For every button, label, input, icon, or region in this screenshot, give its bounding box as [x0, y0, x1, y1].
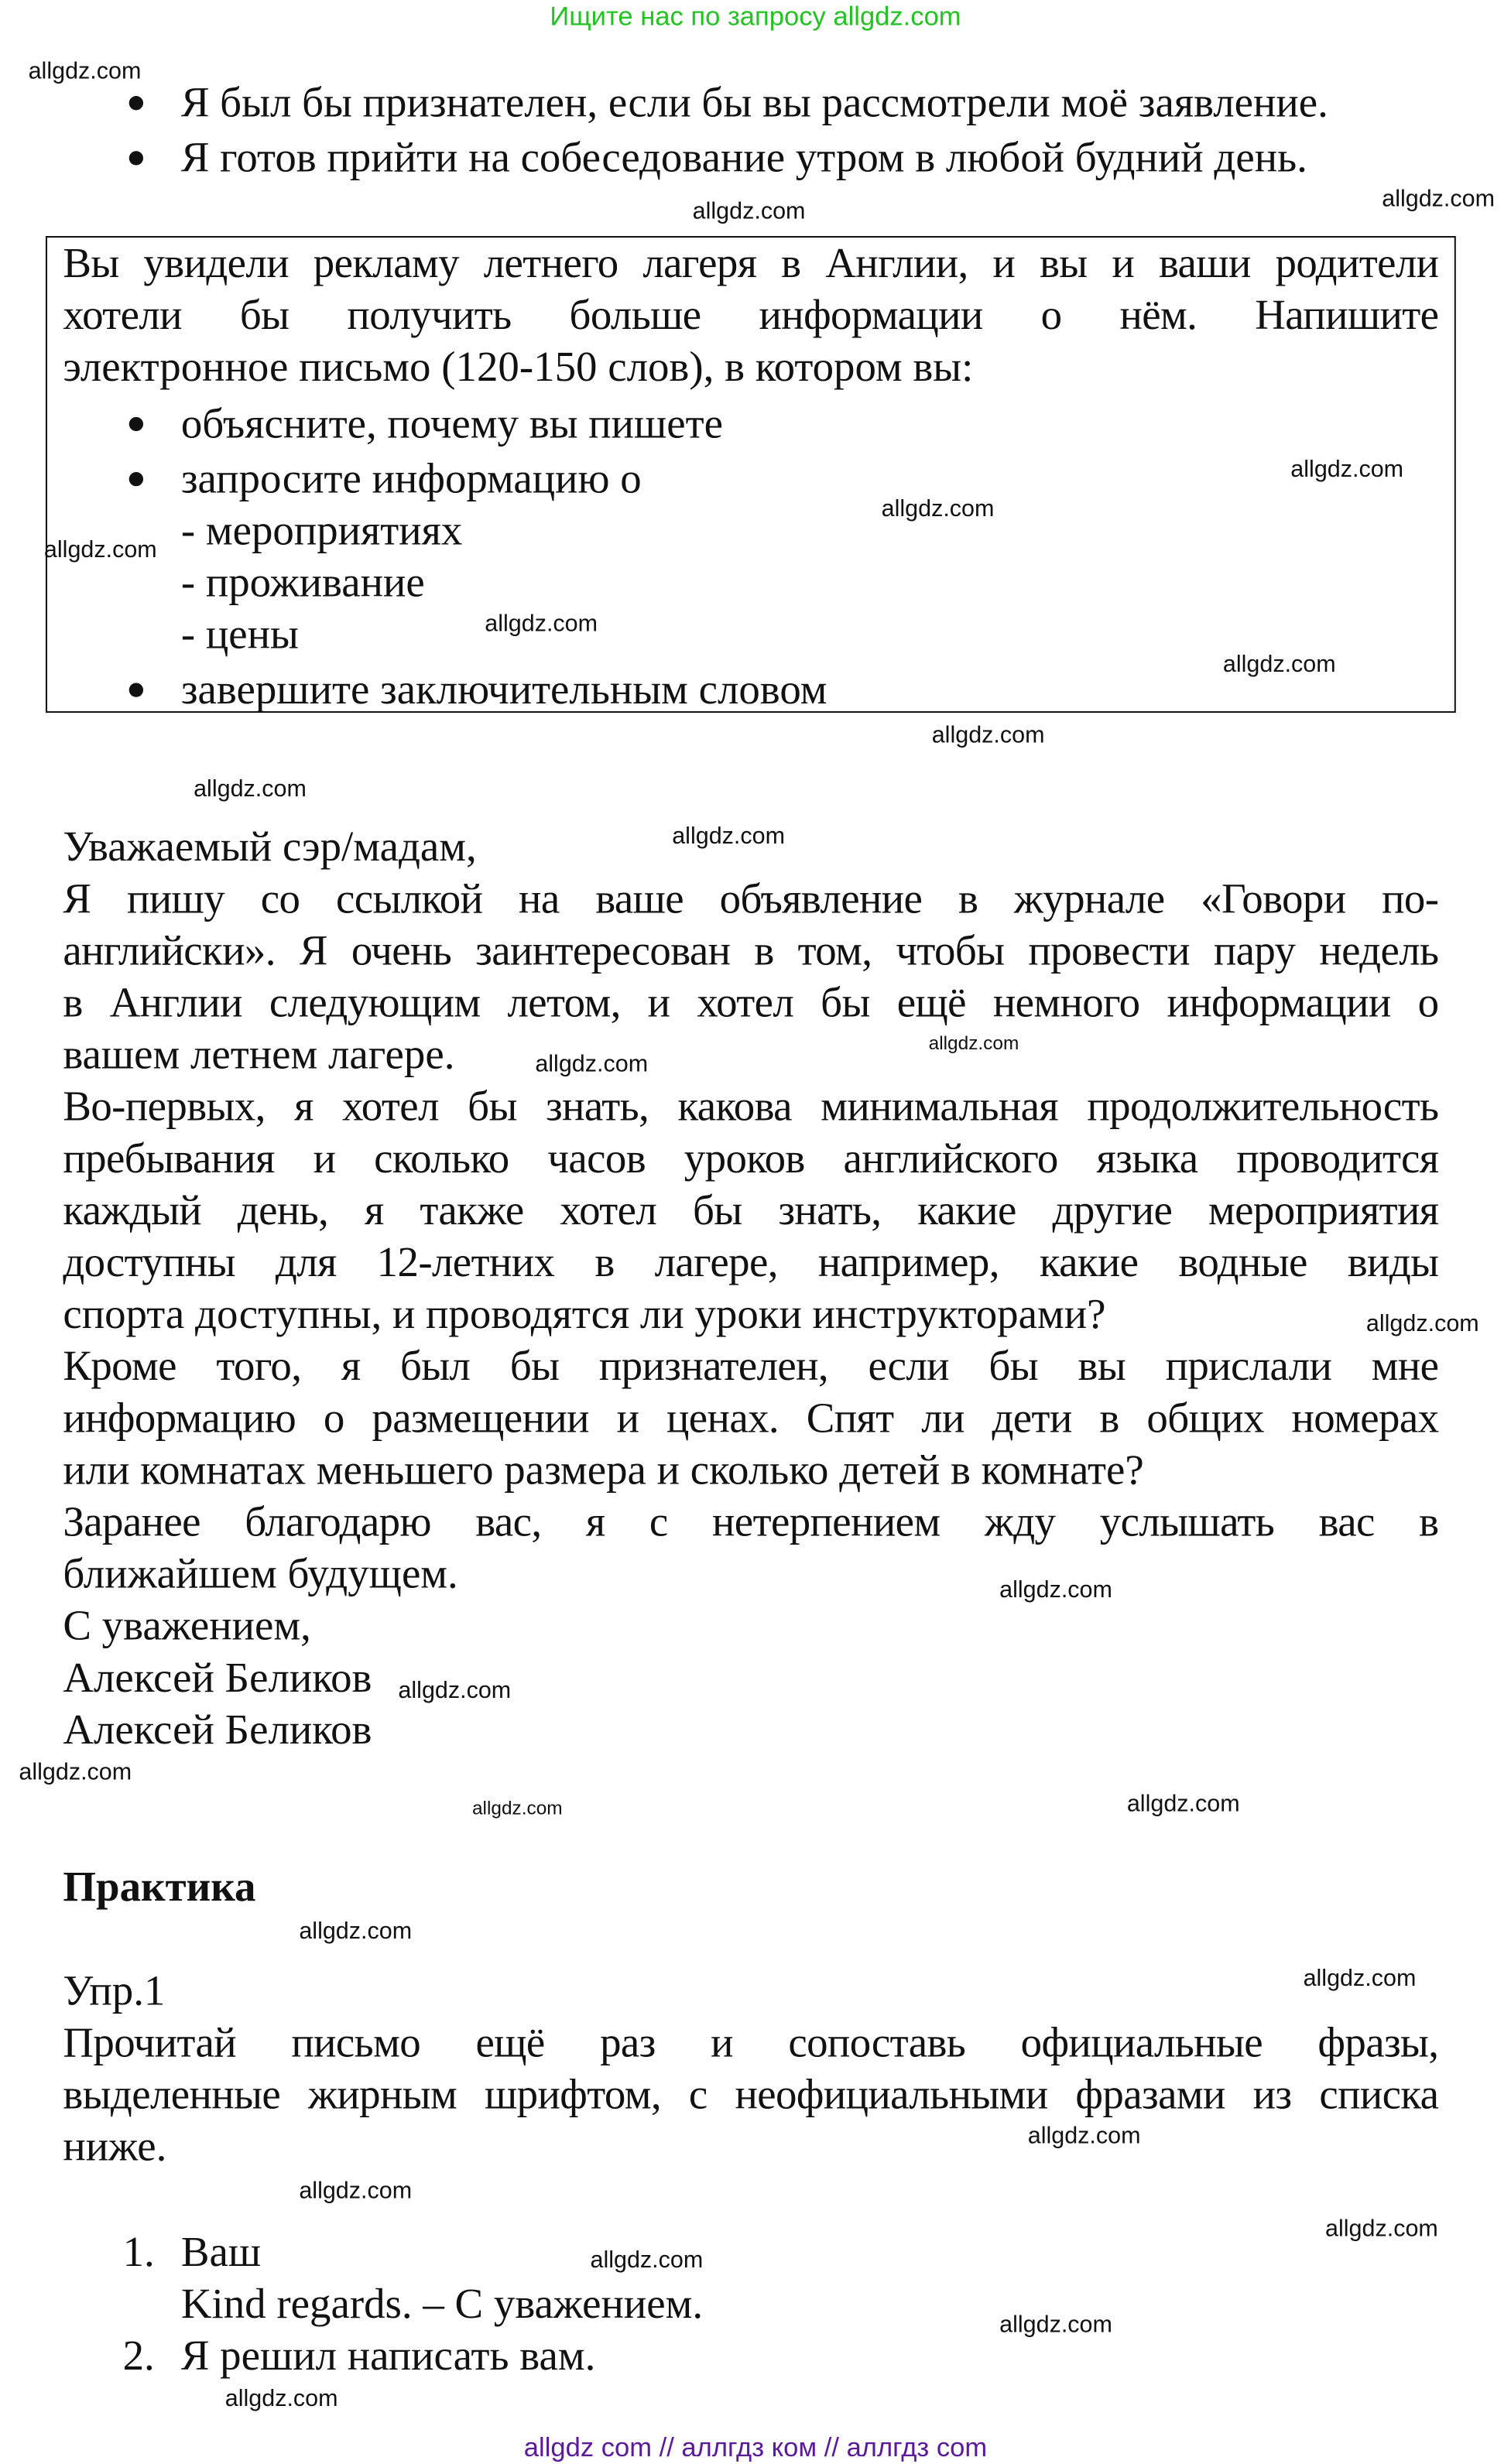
letter-line: каждый день, я также хотел бы знать, какие другие мероприятия [63, 1186, 1439, 1234]
letter-line: Уважаемый сэр/мадам, [63, 823, 477, 871]
letter-line: Во-первых, я хотел бы знать, какова минимальная продолжительность [63, 1082, 1439, 1130]
bullet-icon [129, 683, 143, 696]
watermark: allgdz.com [1303, 1965, 1417, 1993]
watermark: allgdz.com [19, 1759, 132, 1786]
watermark: allgdz.com [28, 58, 142, 85]
exercise-instructions: Прочитай письмо ещё раз и сопоставь официальные фразы, [63, 2018, 1439, 2066]
watermark: allgdz.com [1126, 1790, 1240, 1818]
watermark: allgdz.com [299, 2178, 413, 2205]
watermark: allgdz.com [1290, 456, 1404, 484]
watermark: allgdz.com [931, 722, 1045, 749]
watermark: allgdz.com [881, 495, 995, 523]
task-bullet: завершите заключительным словом [180, 666, 827, 714]
list-item-extra: Kind regards. – С уважением. [180, 2280, 704, 2328]
watermark: allgdz.com [1222, 651, 1336, 679]
letter-line: Я пишу со ссылкой на ваше объявление в журнале «Говори по- [63, 874, 1439, 922]
watermark: allgdz.com [1325, 2215, 1438, 2243]
watermark: allgdz.com [672, 823, 786, 850]
watermark: allgdz.com [485, 610, 598, 638]
letter-line: Алексей Беликов [63, 1653, 372, 1701]
bullet-icon [129, 96, 143, 110]
task-sub-item: - цены [180, 610, 299, 658]
letter-line: пребывания и сколько часов уроков английского языка проводится [63, 1134, 1439, 1182]
watermark: allgdz.com [1027, 2122, 1141, 2150]
exercise-instructions: ниже. [63, 2122, 167, 2170]
watermark: allgdz.com [692, 198, 806, 225]
watermark: allgdz.com [1365, 1310, 1479, 1338]
watermark: allgdz.com [535, 1051, 649, 1078]
watermark: allgdz.com [224, 2385, 338, 2413]
letter-line: Заранее благодарю вас, я с нетерпением жду услышать вас в [63, 1497, 1439, 1545]
watermark: allgdz.com [999, 1576, 1112, 1603]
watermark: allgdz.com [999, 2311, 1112, 2339]
intro-bullet: Я был бы признателен, если бы вы рассмотрели моё заявление. [180, 78, 1328, 126]
top-banner[interactable]: Ищите нас по запросу allgdz.com [550, 2, 961, 32]
watermark: allgdz.com [471, 1797, 563, 1819]
practice-heading: Практика [63, 1863, 256, 1911]
watermark: allgdz.com [398, 1677, 512, 1705]
bullet-icon [129, 472, 143, 486]
watermark: allgdz.com [1382, 185, 1496, 213]
letter-line: Кроме того, я был бы признателен, если бы вы прислали мне [63, 1342, 1439, 1390]
list-number: 1. [122, 2228, 155, 2276]
list-item: Я решил написать вам. [180, 2332, 596, 2380]
exercise-label: Упр.1 [63, 1966, 166, 2014]
letter-line: Алексей Беликов [63, 1706, 372, 1754]
task-bullet: объясните, почему вы пишете [180, 399, 724, 447]
intro-bullet: Я готов прийти на собеседование утром в любой будний день. [180, 133, 1307, 181]
letter-line: или комнатах меньшего размера и сколько детей в комнате? [63, 1446, 1144, 1494]
letter-line: С уважением, [63, 1601, 311, 1649]
task-line: хотели бы получить больше информации о нём. Напишите [63, 291, 1439, 339]
task-sub-item: - мероприятиях [180, 506, 463, 554]
watermark: allgdz.com [928, 1032, 1019, 1055]
watermark: allgdz.com [590, 2247, 704, 2274]
list-item: Ваш [180, 2228, 262, 2276]
task-line: Вы увидели рекламу летнего лагеря в Англии, и вы и ваши родители [63, 239, 1439, 287]
task-line: электронное письмо (120-150 слов), в котором вы: [63, 343, 974, 391]
letter-line: вашем летнем лагере. [63, 1030, 455, 1078]
task-sub-item: - проживание [180, 558, 425, 606]
watermark: allgdz.com [194, 775, 307, 803]
letter-line: информацию о размещении и ценах. Спят ли дети в общих номерах [63, 1394, 1439, 1442]
letter-line: доступны для 12-летних в лагере, например, какие водные виды [63, 1238, 1439, 1286]
task-bullet: запросите информацию о [180, 454, 642, 502]
bullet-icon [129, 417, 143, 431]
letter-line: в Англии следующим летом, и хотел бы ещё немного информации о [63, 978, 1439, 1026]
letter-line: английски». Я очень заинтересован в том, чтобы провести пару недель [63, 926, 1439, 974]
exercise-instructions: выделенные жирным шрифтом, с неофициальными фразами из списка [63, 2070, 1439, 2118]
watermark: allgdz.com [43, 536, 157, 563]
letter-line: спорта доступны, и проводятся ли уроки инструкторами? [63, 1290, 1106, 1338]
list-number: 2. [122, 2332, 155, 2380]
bottom-banner[interactable]: allgdz com // аллгдз ком // аллгдз com [523, 2432, 988, 2463]
watermark: allgdz.com [299, 1918, 413, 1946]
bullet-icon [129, 151, 143, 165]
letter-line: ближайшем будущем. [63, 1549, 458, 1597]
